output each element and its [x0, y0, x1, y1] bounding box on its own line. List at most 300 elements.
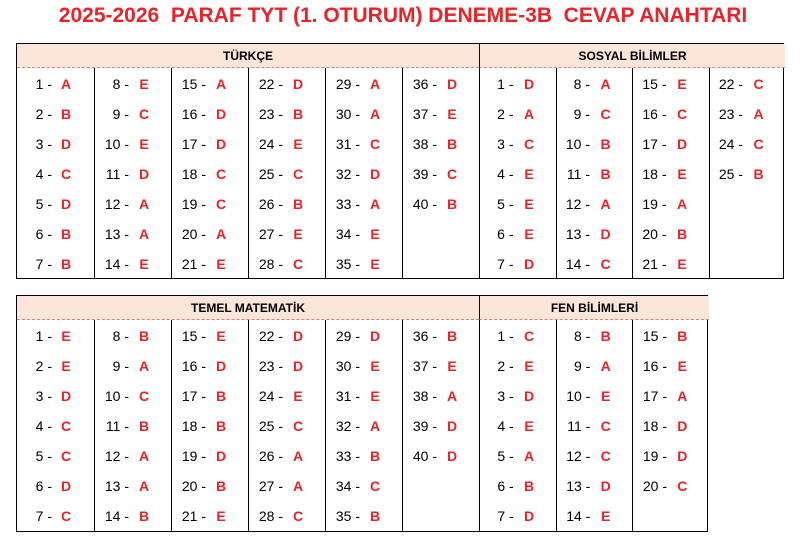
question-number: 32 -	[335, 166, 360, 182]
answer-letter: B	[60, 256, 72, 272]
answer-row	[633, 321, 709, 351]
question-number: 37 -	[412, 106, 437, 122]
answer-row	[249, 411, 325, 441]
answer-row	[172, 99, 248, 129]
question-number: 31 -	[335, 136, 360, 152]
question-number: 28 -	[258, 256, 283, 272]
question-number: 39 -	[412, 166, 437, 182]
answer-row	[326, 189, 402, 219]
answer-letter: C	[138, 106, 150, 122]
answer-letter: D	[60, 136, 72, 152]
answer-letter: E	[293, 226, 303, 242]
answer-letter: E	[677, 166, 687, 182]
answer-row	[17, 471, 94, 501]
answer-letter: A	[369, 196, 381, 212]
question-number: 6 -	[35, 478, 52, 494]
answer-column	[248, 68, 325, 278]
question-number: 26 -	[258, 196, 283, 212]
answer-row	[249, 99, 325, 129]
answer-letter: A	[676, 196, 688, 212]
answer-letter: B	[215, 388, 227, 404]
answer-letter: D	[215, 106, 227, 122]
answer-row	[95, 501, 171, 531]
answer-row	[17, 411, 94, 441]
question-number: 25 -	[258, 418, 283, 434]
answer-letter: B	[446, 196, 458, 212]
answer-row	[403, 129, 479, 159]
question-number: 1 -	[497, 328, 514, 344]
question-number: 4 -	[497, 166, 514, 182]
answer-row	[326, 69, 402, 99]
answer-letter: C	[215, 196, 227, 212]
answer-letter: E	[447, 358, 457, 374]
answer-row	[249, 321, 325, 351]
answer-row	[326, 381, 402, 411]
answer-row	[326, 159, 402, 189]
answer-letter: C	[600, 448, 611, 464]
answer-row	[480, 189, 556, 219]
answer-column	[632, 320, 709, 531]
question-number: 5 -	[35, 448, 52, 464]
answer-row	[557, 189, 633, 219]
answer-row	[95, 189, 171, 219]
answer-row	[480, 99, 556, 129]
answer-row	[557, 501, 633, 531]
answer-row	[95, 381, 171, 411]
answer-column	[556, 320, 633, 531]
question-number: 18 -	[181, 418, 206, 434]
answer-letter: C	[600, 106, 611, 122]
answer-letter: B	[446, 136, 458, 152]
answer-letter: A	[369, 76, 381, 92]
answer-letter: E	[61, 328, 71, 344]
question-number: 4 -	[35, 166, 52, 182]
answer-row	[326, 441, 402, 471]
answer-row	[326, 129, 402, 159]
answer-row	[480, 159, 556, 189]
answer-letter: E	[370, 358, 380, 374]
answer-letter: A	[600, 196, 611, 212]
answer-letter: C	[292, 508, 304, 524]
answer-letter: D	[215, 136, 227, 152]
answer-row	[17, 501, 94, 531]
answer-row	[480, 321, 556, 351]
answer-column	[94, 320, 171, 531]
answer-row	[17, 441, 94, 471]
answer-row	[557, 441, 633, 471]
question-number: 14 -	[104, 256, 129, 272]
answer-row	[17, 381, 94, 411]
question-number: 39 -	[412, 418, 437, 434]
answer-letter: D	[677, 448, 688, 464]
question-number: 2 -	[35, 106, 52, 122]
answer-row	[17, 189, 94, 219]
answer-letter: A	[677, 388, 688, 404]
answer-column	[17, 320, 94, 531]
question-number: 20 -	[642, 226, 667, 242]
question-number: 19 -	[181, 448, 206, 464]
section-header: TEMEL MATEMATİK	[17, 296, 479, 320]
question-number: 21 -	[181, 256, 206, 272]
answer-letter: B	[138, 328, 150, 344]
answer-row	[403, 189, 479, 219]
question-number: 3 -	[35, 136, 52, 152]
answer-letter: E	[677, 256, 687, 272]
question-number: 15 -	[642, 328, 667, 344]
answer-row	[480, 249, 556, 279]
answer-row	[633, 99, 709, 129]
question-number: 2 -	[497, 358, 514, 374]
answer-letter: A	[600, 358, 611, 374]
answer-letter: E	[293, 388, 303, 404]
answer-row	[326, 321, 402, 351]
answer-row	[710, 69, 786, 99]
question-number: 2 -	[497, 106, 514, 122]
answer-row	[326, 219, 402, 249]
answer-column	[479, 68, 556, 278]
answer-letter: D	[446, 448, 458, 464]
page-title: 2025-2026 PARAF TYT (1. OTURUM) DENEME-3B CEVAP ANAHTARI	[58, 4, 748, 27]
answer-row	[326, 99, 402, 129]
answer-column	[94, 68, 171, 278]
answer-row	[480, 219, 556, 249]
answer-letter: D	[677, 418, 688, 434]
section-header: SOSYAL BİLİMLER	[479, 44, 785, 68]
answer-row	[557, 381, 633, 411]
answer-row	[633, 249, 709, 279]
answer-letter: A	[215, 226, 227, 242]
answer-row	[557, 219, 633, 249]
question-number: 4 -	[35, 418, 52, 434]
answer-row	[403, 441, 479, 471]
question-number: 13 -	[104, 226, 129, 242]
question-number: 3 -	[35, 388, 52, 404]
answer-row	[95, 129, 171, 159]
answer-row	[95, 441, 171, 471]
answer-column	[325, 320, 402, 531]
question-number: 13 -	[565, 226, 590, 242]
question-number: 18 -	[642, 418, 667, 434]
answer-letter: C	[292, 418, 304, 434]
answer-row	[249, 441, 325, 471]
answer-column	[325, 68, 402, 278]
answer-letter: A	[60, 76, 72, 92]
answer-row	[172, 189, 248, 219]
answer-row	[326, 351, 402, 381]
answer-row	[95, 351, 171, 381]
answer-letter: E	[216, 256, 226, 272]
answer-letter: D	[446, 418, 458, 434]
answer-letter: B	[600, 166, 611, 182]
answer-row	[249, 501, 325, 531]
answer-row	[172, 159, 248, 189]
answer-letter: B	[292, 106, 304, 122]
answer-letter: A	[523, 106, 535, 122]
question-number: 9 -	[112, 358, 129, 374]
answer-letter: E	[524, 358, 534, 374]
answer-row	[557, 249, 633, 279]
question-number: 35 -	[335, 256, 360, 272]
answer-letter: A	[600, 76, 611, 92]
answer-letter: D	[138, 166, 150, 182]
question-number: 6 -	[35, 226, 52, 242]
answer-row	[480, 129, 556, 159]
answer-column	[402, 68, 479, 278]
answer-column	[556, 68, 633, 278]
answer-letter: E	[677, 358, 687, 374]
answer-letter: E	[524, 418, 534, 434]
answer-row	[633, 441, 709, 471]
section-header: FEN BİLİMLERİ	[479, 296, 709, 320]
answer-letter: D	[60, 478, 72, 494]
answer-letter: A	[753, 106, 764, 122]
question-number: 16 -	[642, 358, 667, 374]
answer-row	[326, 411, 402, 441]
question-number: 12 -	[104, 196, 129, 212]
answer-letter: E	[139, 256, 149, 272]
question-number: 7 -	[497, 508, 514, 524]
answer-row	[633, 411, 709, 441]
question-number: 37 -	[412, 358, 437, 374]
answer-letter: E	[524, 226, 534, 242]
answer-letter: A	[369, 418, 381, 434]
question-number: 36 -	[412, 328, 437, 344]
answer-letter: C	[753, 136, 764, 152]
answer-row	[17, 99, 94, 129]
question-number: 21 -	[642, 256, 667, 272]
question-number: 13 -	[566, 478, 591, 494]
answer-letter: C	[369, 136, 381, 152]
answer-row	[710, 129, 786, 159]
answer-row	[403, 321, 479, 351]
question-number: 19 -	[642, 196, 667, 212]
answer-row	[172, 411, 248, 441]
question-number: 14 -	[565, 256, 590, 272]
answer-letter: B	[753, 166, 764, 182]
question-number: 14 -	[104, 508, 129, 524]
answer-letter: D	[523, 76, 535, 92]
answer-letter: A	[292, 448, 304, 464]
answer-letter: E	[370, 226, 380, 242]
answer-row	[172, 381, 248, 411]
answer-letter: B	[600, 328, 611, 344]
answer-row	[403, 69, 479, 99]
answer-letter: E	[677, 76, 687, 92]
answer-row	[17, 249, 94, 279]
answer-row	[249, 189, 325, 219]
answer-row	[249, 219, 325, 249]
answer-row	[633, 351, 709, 381]
question-number: 4 -	[497, 418, 514, 434]
question-number: 40 -	[412, 196, 437, 212]
answer-row	[633, 129, 709, 159]
question-number: 2 -	[35, 358, 52, 374]
question-number: 3 -	[497, 136, 514, 152]
answer-row	[633, 189, 709, 219]
answer-letter: B	[138, 418, 150, 434]
question-number: 28 -	[258, 508, 283, 524]
question-number: 15 -	[181, 328, 206, 344]
answer-letter: A	[138, 358, 150, 374]
answer-letter: A	[369, 106, 381, 122]
question-number: 32 -	[335, 418, 360, 434]
answer-column	[248, 320, 325, 531]
answer-letter: A	[138, 226, 150, 242]
answer-row	[557, 129, 633, 159]
answer-letter: B	[60, 226, 72, 242]
answer-row	[249, 129, 325, 159]
question-number: 14 -	[566, 508, 591, 524]
answer-row	[403, 351, 479, 381]
question-number: 9 -	[573, 358, 591, 374]
answer-row	[95, 411, 171, 441]
answer-letter: B	[369, 508, 381, 524]
question-number: 12 -	[565, 196, 590, 212]
answer-row	[95, 471, 171, 501]
question-number: 20 -	[642, 478, 667, 494]
answer-letter: D	[600, 478, 611, 494]
answer-row	[249, 249, 325, 279]
answer-letter: D	[369, 328, 381, 344]
question-number: 9 -	[573, 106, 590, 122]
question-number: 8 -	[573, 76, 590, 92]
answer-row	[633, 381, 709, 411]
answer-letter: A	[138, 478, 150, 494]
answer-row	[172, 249, 248, 279]
question-number: 7 -	[497, 256, 514, 272]
question-number: 29 -	[335, 328, 360, 344]
question-number: 25 -	[718, 166, 743, 182]
answer-row	[403, 411, 479, 441]
question-number: 15 -	[181, 76, 206, 92]
answer-letter: D	[369, 166, 381, 182]
answer-row	[172, 69, 248, 99]
question-number: 30 -	[335, 106, 360, 122]
answer-row	[403, 381, 479, 411]
answer-letter: E	[370, 388, 380, 404]
question-number: 1 -	[35, 76, 52, 92]
answer-column	[171, 320, 248, 531]
answer-letter: E	[139, 136, 149, 152]
answer-row	[172, 351, 248, 381]
answer-letter: E	[216, 508, 226, 524]
answer-row	[557, 321, 633, 351]
answer-row	[249, 381, 325, 411]
answer-row	[172, 501, 248, 531]
question-number: 5 -	[497, 196, 514, 212]
answer-letter: C	[369, 478, 381, 494]
question-number: 33 -	[335, 448, 360, 464]
answer-letter: D	[292, 358, 304, 374]
answer-row	[326, 471, 402, 501]
question-number: 9 -	[112, 106, 129, 122]
answer-row	[172, 471, 248, 501]
answer-letter: A	[215, 76, 227, 92]
question-number: 23 -	[718, 106, 743, 122]
answer-row	[95, 159, 171, 189]
question-number: 21 -	[181, 508, 206, 524]
question-number: 36 -	[412, 76, 437, 92]
answer-letter: D	[60, 196, 72, 212]
answer-letter: E	[600, 508, 611, 524]
question-number: 26 -	[258, 448, 283, 464]
answer-letter: D	[292, 76, 304, 92]
answer-letter: C	[600, 256, 611, 272]
question-number: 10 -	[566, 388, 591, 404]
answer-row	[95, 99, 171, 129]
answer-row	[480, 351, 556, 381]
answer-row	[17, 129, 94, 159]
answer-letter: A	[523, 448, 535, 464]
answer-letter: B	[677, 328, 688, 344]
answer-row	[17, 219, 94, 249]
answer-row	[249, 471, 325, 501]
answer-letter: C	[677, 478, 688, 494]
answer-letter: E	[293, 136, 303, 152]
answer-letter: C	[446, 166, 458, 182]
answer-column	[171, 68, 248, 278]
answer-letter: B	[523, 478, 535, 494]
answer-letter: C	[60, 166, 72, 182]
question-number: 22 -	[718, 76, 743, 92]
answer-column	[17, 68, 94, 278]
answer-letter: C	[60, 418, 72, 434]
question-number: 20 -	[181, 478, 206, 494]
answer-row	[17, 321, 94, 351]
answer-row	[403, 159, 479, 189]
question-number: 17 -	[642, 136, 667, 152]
question-number: 31 -	[335, 388, 360, 404]
question-number: 22 -	[258, 76, 283, 92]
answer-column	[402, 320, 479, 531]
question-number: 18 -	[642, 166, 667, 182]
answer-letter: D	[215, 358, 227, 374]
answer-row	[249, 159, 325, 189]
question-number: 24 -	[258, 388, 283, 404]
answer-row	[633, 69, 709, 99]
question-number: 19 -	[181, 196, 206, 212]
question-number: 13 -	[104, 478, 129, 494]
answer-letter: D	[446, 76, 458, 92]
answer-row	[710, 159, 786, 189]
answer-row	[95, 321, 171, 351]
answer-letter: B	[60, 106, 72, 122]
question-number: 40 -	[412, 448, 437, 464]
answer-row	[557, 471, 633, 501]
question-number: 7 -	[35, 508, 52, 524]
question-number: 18 -	[181, 166, 206, 182]
answer-letter: C	[292, 166, 304, 182]
question-number: 16 -	[181, 106, 206, 122]
question-number: 16 -	[642, 106, 667, 122]
question-number: 24 -	[258, 136, 283, 152]
answer-row	[249, 351, 325, 381]
question-number: 34 -	[335, 226, 360, 242]
answer-panel	[16, 43, 784, 279]
answer-row	[326, 249, 402, 279]
answer-row	[480, 69, 556, 99]
answer-letter: C	[60, 508, 72, 524]
question-number: 12 -	[566, 448, 591, 464]
question-number: 6 -	[497, 478, 514, 494]
answer-letter: C	[138, 388, 150, 404]
question-number: 15 -	[642, 76, 667, 92]
answer-row	[17, 159, 94, 189]
answer-letter: D	[523, 256, 535, 272]
question-number: 17 -	[181, 388, 206, 404]
section-header: TÜRKÇE	[17, 44, 479, 68]
question-number: 27 -	[258, 478, 283, 494]
